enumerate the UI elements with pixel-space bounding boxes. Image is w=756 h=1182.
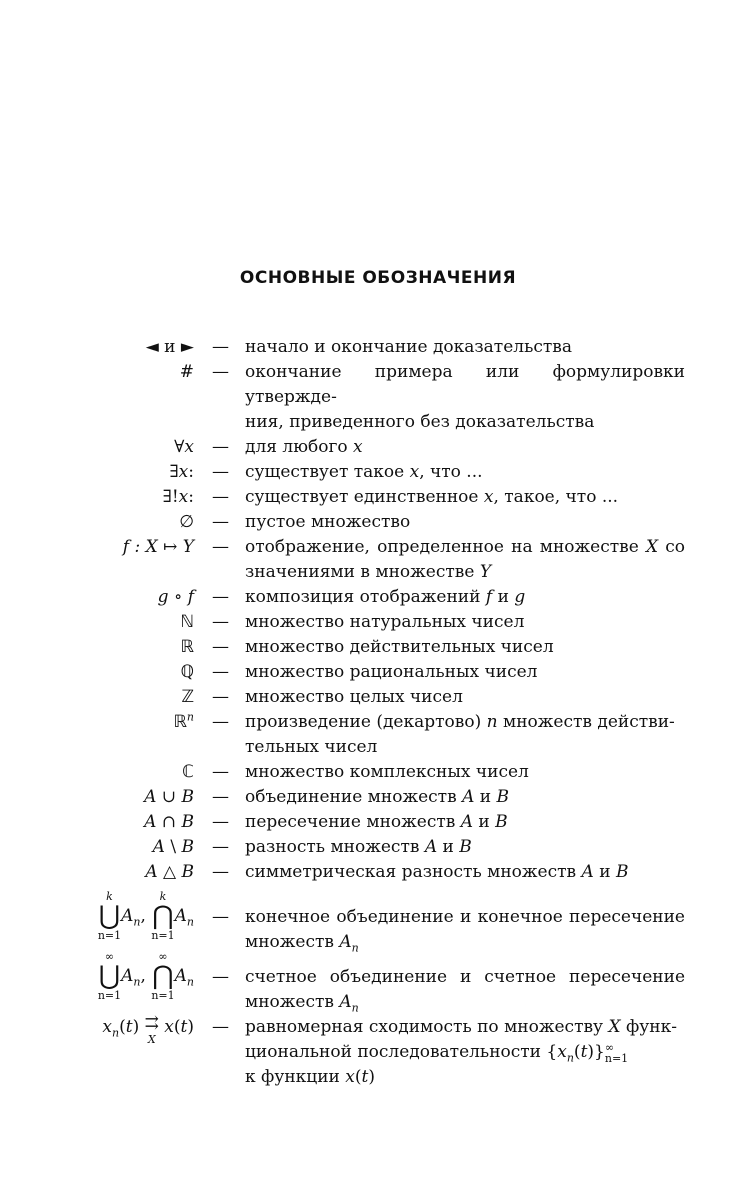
notation-symbol: A \ B	[152, 837, 194, 857]
notation-symbol: ℚ	[180, 662, 194, 682]
dash: —	[212, 687, 229, 707]
notation-symbol: g ∘ f	[157, 587, 194, 607]
dash: —	[212, 967, 229, 987]
notation-description: счетное объединение и счетное пересечение множеств $A_n$	[245, 967, 685, 1015]
notation-description: для любого x	[245, 437, 363, 457]
notation-symbol: A △ B	[145, 862, 194, 882]
list-item	[0, 510, 756, 535]
list-item	[0, 810, 756, 835]
notation-symbol: k ⋃ n=1 $A_n$, k ⋂ n=1 $A_n$	[97, 890, 194, 942]
notation-description: множество целых чисел	[245, 687, 463, 707]
notation-description: существует такое x, что ...	[245, 462, 483, 482]
list-item	[0, 660, 756, 685]
notation-description: композиция отображений f и g	[245, 587, 526, 607]
notation-symbol: ℝ$^n$	[173, 710, 194, 732]
dash: —	[212, 637, 229, 657]
list-item	[0, 1015, 756, 1090]
notation-description: конечное объединение и конечное пересечение множеств $A_n$	[245, 907, 685, 955]
dash: —	[212, 662, 229, 682]
dash: —	[212, 812, 229, 832]
notation-symbol: ∅	[179, 512, 194, 532]
dash: —	[212, 612, 229, 632]
notation-description: начало и окончание доказательства	[245, 337, 572, 357]
dash: —	[212, 437, 229, 457]
dash: —	[212, 787, 229, 807]
list-item	[0, 635, 756, 660]
notation-symbol: A ∪ B	[144, 787, 194, 807]
dash: —	[212, 1017, 229, 1037]
notation-symbol: ∃x:	[169, 462, 194, 482]
dash: —	[212, 587, 229, 607]
notation-symbol: f : X ↦ Y	[122, 537, 194, 557]
notation-description: отображение, определенное на множестве X со значениями в множестве Y	[245, 537, 685, 582]
notation-description: множество натуральных чисел	[245, 612, 525, 632]
notation-symbol: #	[179, 362, 194, 382]
page-title: ОСНОВНЫЕ ОБОЗНАЧЕНИЯ	[239, 268, 517, 288]
notation-symbol: ℕ	[180, 612, 194, 632]
notation-description: множество комплексных чисел	[245, 762, 529, 782]
list-item	[0, 435, 756, 460]
notation-description: разность множеств A и B	[245, 837, 472, 857]
list-item	[0, 785, 756, 810]
dash: —	[212, 462, 229, 482]
notation-description: множество действительных чисел	[245, 637, 554, 657]
notation-description: объединение множеств A и B	[245, 787, 509, 807]
list-item	[0, 585, 756, 610]
list-item	[0, 610, 756, 635]
list-item	[0, 685, 756, 710]
list-item	[0, 950, 756, 1015]
notation-list	[0, 335, 756, 1090]
dash: —	[212, 907, 229, 927]
notation-description: пустое множество	[245, 512, 411, 532]
notation-description: окончание примера или формулировки утвержде- ния, приведенного без доказательства	[245, 362, 685, 432]
notation-symbol: ∃!x:	[162, 487, 194, 507]
notation-symbol: ∀x	[174, 437, 194, 457]
list-item	[0, 760, 756, 785]
list-item	[0, 535, 756, 585]
dash: —	[212, 337, 229, 357]
list-item	[0, 335, 756, 360]
notation-description: множество рациональных чисел	[245, 662, 538, 682]
list-item	[0, 860, 756, 885]
notation-symbol: ◄ и ►	[145, 337, 194, 357]
notation-description: произведение (декартово) n множеств действи- тельных чисел	[245, 712, 675, 757]
list-item	[0, 460, 756, 485]
notation-symbol: ℤ	[181, 687, 194, 707]
dash: —	[212, 837, 229, 857]
dash: —	[212, 537, 229, 557]
notation-symbol: ℝ	[180, 637, 194, 657]
list-item	[0, 710, 756, 760]
dash: —	[212, 862, 229, 882]
dash: —	[212, 362, 229, 382]
list-item	[0, 485, 756, 510]
list-item	[0, 890, 756, 955]
notation-description: существует единственное x, такое, что ...	[245, 487, 619, 507]
notation-description: пересечение множеств A и B	[245, 812, 508, 832]
notation-description: симметрическая разность множеств A и B	[245, 862, 629, 882]
dash: —	[212, 762, 229, 782]
list-item	[0, 360, 756, 435]
notation-symbol: ℂ	[182, 762, 194, 782]
notation-symbol: ∞ ⋃ n=1 $A_n$, ∞ ⋂ n=1 $A_n$	[97, 950, 194, 1002]
notation-symbol: A ∩ B	[144, 812, 194, 832]
dash: —	[212, 512, 229, 532]
list-item	[0, 835, 756, 860]
dash: —	[212, 487, 229, 507]
notation-description: равномерная сходимость по множеству X функ- циональной последовательности $\{x_n(t)\}$ ∞ n=1 к функции x(t)	[245, 1017, 677, 1087]
dash: —	[212, 712, 229, 732]
notation-symbol: $x_n(t)$ ⇉ X x(t)	[102, 1013, 194, 1046]
